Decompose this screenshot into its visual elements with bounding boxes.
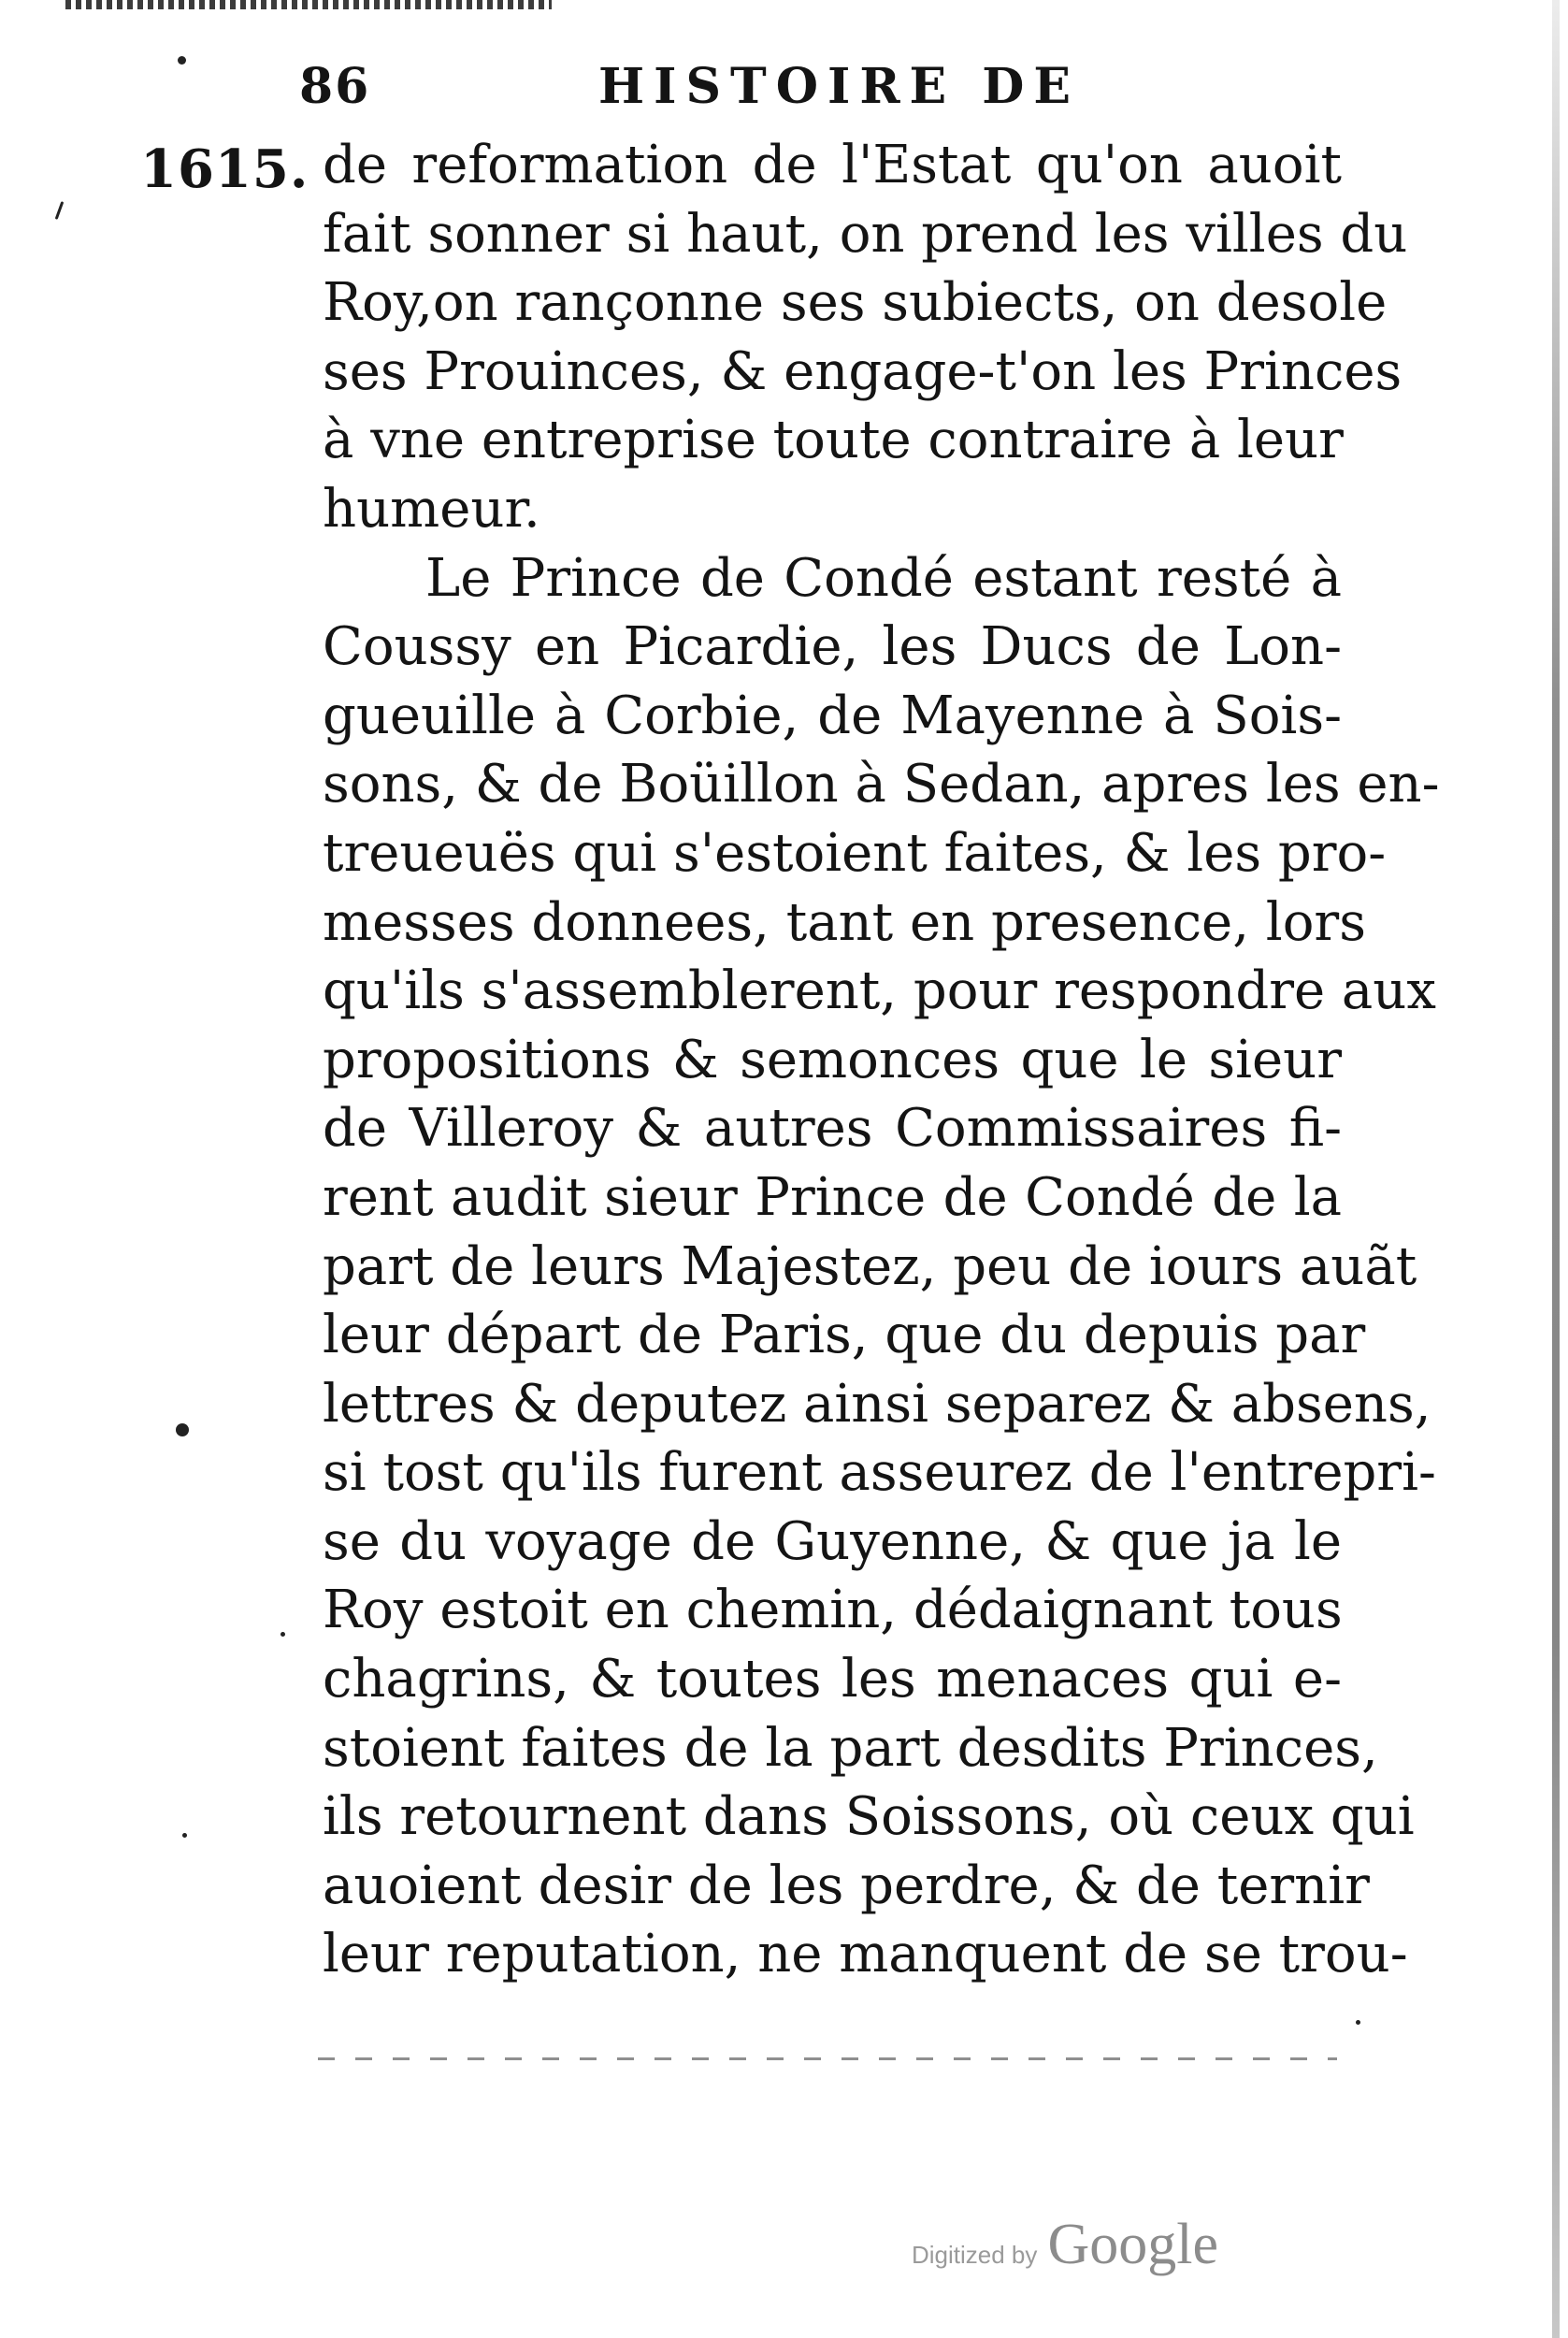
text-line: à vne entreprise toute contraire à leur	[323, 410, 1344, 471]
text-line: Roy estoit en chemin, dédaignant tous	[323, 1580, 1343, 1641]
text-line: de Villeroy & autres Commissaires fi-	[323, 1098, 1342, 1160]
ink-speck	[281, 1632, 285, 1637]
digitized-by-watermark	[912, 2212, 1218, 2277]
text-line: chagrins, & toutes les menaces qui e-	[323, 1649, 1342, 1710]
text-line: part de leurs Majestez, peu de iours auãt	[323, 1235, 1417, 1297]
bottom-rule	[318, 2057, 1337, 2060]
text-line: Coussy en Picardie, les Ducs de Lon-	[323, 616, 1342, 678]
marginal-year: 1615.	[140, 138, 309, 200]
text-line: gueuille à Corbie, de Mayenne à Sois-	[323, 685, 1342, 746]
text-line: leur départ de Paris, que du depuis par	[323, 1305, 1366, 1366]
text-line: propositions & semonces que le sieur	[323, 1029, 1342, 1090]
text-line: messes donnees, tant en presence, lors	[323, 891, 1366, 953]
page-header	[299, 54, 1346, 120]
body-text	[323, 131, 1440, 1989]
ink-speck	[178, 56, 186, 65]
text-line: ses Prouinces, & engage-t'on les Princes	[323, 340, 1403, 402]
text-line: humeur.	[323, 478, 540, 540]
ink-speck	[182, 1833, 187, 1838]
text-line: auoient desir de les perdre, & de ternir	[323, 1855, 1370, 1916]
ink-speck	[55, 201, 65, 220]
text-line: ils retournent dans Soissons, où ceux qui	[323, 1786, 1415, 1848]
running-head: HISTOIRE DE	[598, 58, 1081, 115]
text-line: qu'ils s'assemblerent, pour respondre aux	[323, 960, 1436, 1022]
text-line: Roy,on rançonne ses subiects, on desole	[323, 272, 1388, 334]
ink-speck	[176, 1423, 189, 1436]
text-line: si tost qu'ils furent asseurez de l'entrepri-	[323, 1442, 1436, 1504]
text-line: stoient faites de la part desdits Princes,	[323, 1717, 1378, 1779]
text-line: fait sonner si haut, on prend les villes du	[323, 203, 1408, 265]
google-logo: Google	[1047, 2213, 1219, 2276]
text-line: se du voyage de Guyenne, & que ja le	[323, 1510, 1342, 1572]
text-line: de reformation de l'Estat qu'on auoit	[323, 135, 1342, 195]
text-line: treueuës qui s'estoient faites, & les pro-	[323, 822, 1387, 884]
scan-edge-top	[65, 0, 552, 9]
text-line: sons, & de Boüillon à Sedan, apres les en-	[323, 754, 1440, 815]
text-line: lettres & deputez ainsi separez & absens,	[323, 1373, 1431, 1435]
page-number: 86	[299, 58, 371, 115]
text-line: Le Prince de Condé estant resté à	[425, 547, 1342, 609]
ink-speck	[1356, 2020, 1360, 2025]
text-line: rent audit sieur Prince de Condé de la	[323, 1166, 1342, 1228]
scan-edge-right	[1552, 0, 1560, 2338]
digitized-label: Digitized by	[912, 2241, 1038, 2269]
text-line: leur reputation, ne manquent de se trou-	[323, 1924, 1408, 1985]
